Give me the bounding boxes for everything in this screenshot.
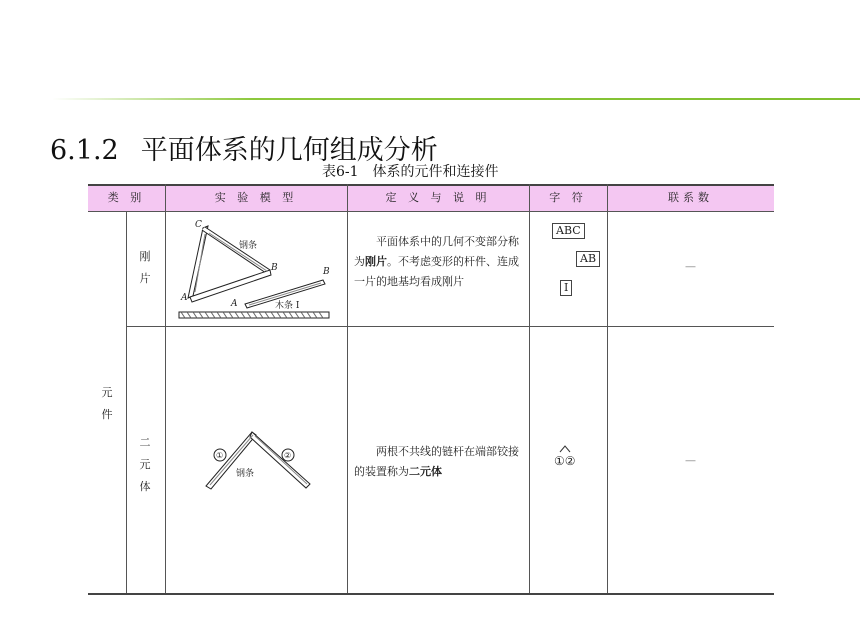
col-divider-links bbox=[607, 184, 608, 593]
label-steel-strip: 钢条 bbox=[239, 241, 258, 251]
header-category: 类 别 bbox=[107, 191, 146, 204]
header-symbol: 字 符 bbox=[549, 191, 587, 204]
row-divider bbox=[126, 326, 774, 327]
components-table bbox=[88, 184, 774, 594]
symbol-i: I bbox=[560, 280, 572, 296]
group-label-components: 元 件 bbox=[101, 386, 113, 421]
rigid-piece-diagram bbox=[175, 216, 335, 324]
hinge-caret-icon bbox=[558, 445, 572, 453]
symbol-abc: ABC bbox=[552, 223, 585, 239]
header-model: 实 验 模 型 bbox=[214, 191, 298, 204]
label-bar-1: ① bbox=[216, 451, 224, 460]
symbol-ab: AB bbox=[576, 251, 600, 267]
binary-element-links: — bbox=[685, 454, 696, 467]
col-divider-symbol bbox=[529, 184, 530, 593]
label-point-c: C bbox=[195, 220, 202, 230]
label-wood-strip: 木条 I bbox=[275, 301, 300, 311]
section-title: 平面体系的几何组成分析 bbox=[140, 135, 438, 166]
header-links: 联系数 bbox=[668, 191, 713, 204]
binary-element-diagram bbox=[198, 424, 328, 494]
rigid-piece-links: — bbox=[685, 260, 696, 273]
symbol-binary: ①② bbox=[554, 454, 576, 468]
label-point-a: A bbox=[181, 293, 188, 303]
label-steel-strip-2: 钢条 bbox=[236, 469, 255, 479]
label-point-b2: B bbox=[323, 267, 330, 277]
binary-element-definition: 两根不共线的链杆在端部铰接的装置称为二元体 bbox=[354, 445, 519, 478]
col-divider-definition bbox=[347, 184, 348, 593]
header-definition: 定 义 与 说 明 bbox=[385, 191, 491, 204]
table-bottom-rule bbox=[88, 593, 774, 595]
table-caption: 表6-1 体系的元件和连接件 bbox=[322, 164, 499, 180]
header-bottom-rule bbox=[88, 211, 774, 212]
label-bar-2: ② bbox=[284, 451, 292, 460]
term-rigid-piece: 刚片 bbox=[365, 255, 387, 268]
header-divider-line bbox=[52, 98, 860, 100]
section-number: 6.1.2 bbox=[50, 135, 119, 166]
row-label-binary-element: 二 元 体 bbox=[139, 436, 151, 493]
col-divider-model bbox=[165, 184, 166, 593]
term-binary-element: 二元体 bbox=[409, 465, 442, 478]
table-top-rule bbox=[88, 184, 774, 186]
rigid-piece-definition: 平面体系中的几何不变部分称为刚片。不考虑变形的杆件、连成一片的地基均看成刚片 bbox=[354, 235, 519, 288]
label-point-b: B bbox=[271, 263, 278, 273]
label-point-a2: A bbox=[231, 299, 238, 309]
col-divider-sub bbox=[126, 211, 127, 593]
row-label-rigid-piece: 刚 片 bbox=[139, 250, 151, 285]
